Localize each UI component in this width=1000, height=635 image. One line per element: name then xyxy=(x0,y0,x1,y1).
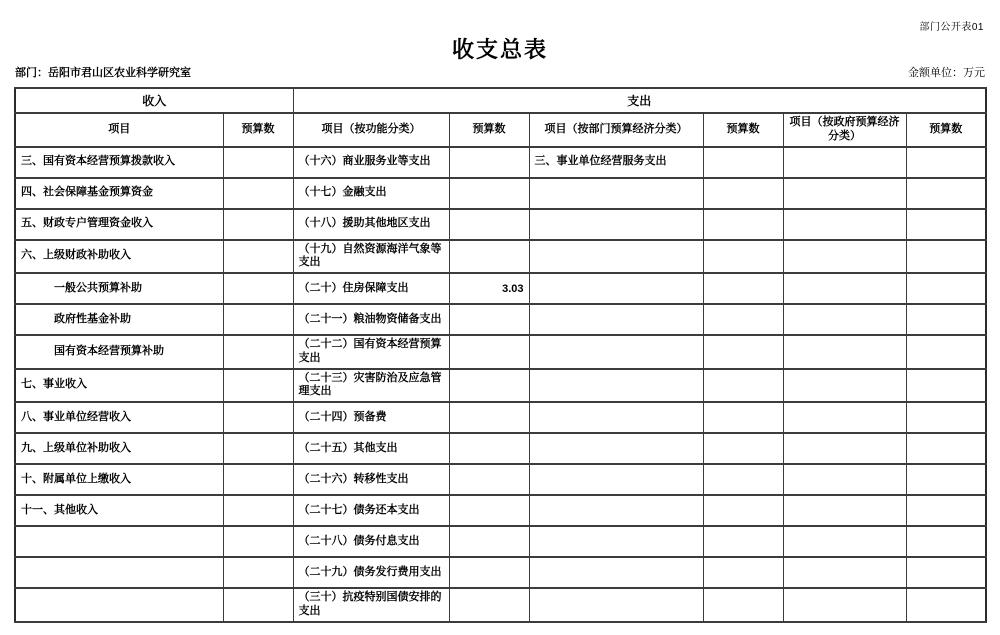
income-budget-cell xyxy=(223,209,293,240)
function-budget-cell xyxy=(449,209,529,240)
government-econ-item-cell xyxy=(783,240,906,274)
government-econ-budget-cell xyxy=(906,335,986,369)
column-header-department-econ-budget: 预算数 xyxy=(703,113,783,147)
column-header-function-item: 项目（按功能分类） xyxy=(293,113,449,147)
income-budget-cell xyxy=(223,526,293,557)
function-budget-cell xyxy=(449,557,529,588)
function-item-cell: （十九）自然资源海洋气象等支出 xyxy=(293,240,449,274)
department-econ-item-cell xyxy=(529,304,703,335)
function-item-cell: （二十五）其他支出 xyxy=(293,433,449,464)
government-econ-budget-cell xyxy=(906,369,986,403)
table-row xyxy=(15,209,986,240)
function-item-cell: （二十六）转移性支出 xyxy=(293,464,449,495)
government-econ-item-cell xyxy=(783,402,906,433)
table-row xyxy=(15,557,986,588)
table-body xyxy=(15,147,986,622)
income-item-cell: 七、事业收入 xyxy=(15,369,223,403)
function-budget-cell xyxy=(449,178,529,209)
government-econ-budget-cell xyxy=(906,273,986,304)
department-econ-item-cell xyxy=(529,178,703,209)
income-item-cell: 四、社会保障基金预算资金 xyxy=(15,178,223,209)
function-item-cell: （二十二）国有资本经营预算支出 xyxy=(293,335,449,369)
function-budget-cell xyxy=(449,304,529,335)
income-budget-cell xyxy=(223,369,293,403)
function-budget-cell xyxy=(449,433,529,464)
department-econ-budget-cell xyxy=(703,209,783,240)
function-budget-cell xyxy=(449,526,529,557)
government-econ-budget-cell xyxy=(906,178,986,209)
function-item-cell: （十八）援助其他地区支出 xyxy=(293,209,449,240)
department-econ-item-cell xyxy=(529,433,703,464)
column-header-row xyxy=(15,113,986,147)
table-row xyxy=(15,464,986,495)
table-row xyxy=(15,526,986,557)
income-item-cell: 五、财政专户管理资金收入 xyxy=(15,209,223,240)
function-budget-cell xyxy=(449,588,529,622)
department-econ-item-cell xyxy=(529,369,703,403)
income-item-cell: 十一、其他收入 xyxy=(15,495,223,526)
government-econ-budget-cell xyxy=(906,209,986,240)
table-row xyxy=(15,369,986,403)
table-row xyxy=(15,147,986,178)
group-header-row xyxy=(15,88,986,113)
income-budget-cell xyxy=(223,273,293,304)
income-item-cell: 一般公共预算补助 xyxy=(15,273,223,304)
government-econ-budget-cell xyxy=(906,526,986,557)
function-item-cell: （二十三）灾害防治及应急管理支出 xyxy=(293,369,449,403)
government-econ-item-cell xyxy=(783,335,906,369)
function-item-cell: （二十八）债务付息支出 xyxy=(293,526,449,557)
expenditure-group-header: 支出 xyxy=(293,88,986,113)
income-budget-cell xyxy=(223,304,293,335)
income-budget-cell xyxy=(223,464,293,495)
table-row xyxy=(15,335,986,369)
function-item-cell: （二十一）粮油物资储备支出 xyxy=(293,304,449,335)
function-item-cell: （二十四）预备费 xyxy=(293,402,449,433)
government-econ-budget-cell xyxy=(906,304,986,335)
table-head xyxy=(15,88,986,147)
department-econ-budget-cell xyxy=(703,147,783,178)
income-budget-cell xyxy=(223,588,293,622)
government-econ-budget-cell xyxy=(906,464,986,495)
income-item-cell: 国有资本经营预算补助 xyxy=(15,335,223,369)
department-econ-budget-cell xyxy=(703,433,783,464)
function-item-cell: （二十）住房保障支出 xyxy=(293,273,449,304)
government-econ-item-cell xyxy=(783,557,906,588)
government-econ-item-cell xyxy=(783,526,906,557)
function-budget-cell: 3.03 xyxy=(449,273,529,304)
meta-row xyxy=(15,64,985,80)
income-budget-cell xyxy=(223,402,293,433)
income-item-cell: 三、国有资本经营预算拨款收入 xyxy=(15,147,223,178)
government-econ-item-cell xyxy=(783,433,906,464)
government-econ-item-cell xyxy=(783,369,906,403)
department-econ-budget-cell xyxy=(703,178,783,209)
government-econ-budget-cell xyxy=(906,433,986,464)
function-item-cell: （十七）金融支出 xyxy=(293,178,449,209)
department-econ-budget-cell xyxy=(703,402,783,433)
column-header-department-econ-item: 项目（按部门预算经济分类） xyxy=(529,113,703,147)
form-code-label: 部门公开表01 xyxy=(919,22,984,33)
income-budget-cell xyxy=(223,495,293,526)
table-row xyxy=(15,273,986,304)
government-econ-budget-cell xyxy=(906,402,986,433)
department-econ-item-cell xyxy=(529,526,703,557)
table-row xyxy=(15,304,986,335)
income-budget-cell xyxy=(223,433,293,464)
income-item-cell: 政府性基金补助 xyxy=(15,304,223,335)
function-item-cell: （二十九）债务发行费用支出 xyxy=(293,557,449,588)
income-item-cell xyxy=(15,526,223,557)
department-econ-budget-cell xyxy=(703,240,783,274)
government-econ-item-cell xyxy=(783,178,906,209)
department-econ-item-cell xyxy=(529,273,703,304)
column-header-government-econ-budget: 预算数 xyxy=(906,113,986,147)
table-row xyxy=(15,433,986,464)
department-econ-item-cell xyxy=(529,209,703,240)
table-row xyxy=(15,178,986,209)
government-econ-budget-cell xyxy=(906,495,986,526)
government-econ-item-cell xyxy=(783,209,906,240)
column-header-income-item: 项目 xyxy=(15,113,223,147)
government-econ-item-cell xyxy=(783,147,906,178)
department-econ-budget-cell xyxy=(703,273,783,304)
department-econ-budget-cell xyxy=(703,369,783,403)
function-item-cell: （十六）商业服务业等支出 xyxy=(293,147,449,178)
income-item-cell xyxy=(15,557,223,588)
unit-label: 金额单位：万元 xyxy=(908,67,985,79)
department-econ-budget-cell xyxy=(703,557,783,588)
department-econ-item-cell xyxy=(529,588,703,622)
income-budget-cell xyxy=(223,335,293,369)
department-label: 部门：岳阳市君山区农业科学研究室 xyxy=(15,67,191,79)
summary-table xyxy=(14,87,987,623)
income-budget-cell xyxy=(223,240,293,274)
department-econ-item-cell xyxy=(529,402,703,433)
government-econ-item-cell xyxy=(783,304,906,335)
table-row xyxy=(15,402,986,433)
department-econ-item-cell xyxy=(529,335,703,369)
department-econ-item-cell: 三、事业单位经营服务支出 xyxy=(529,147,703,178)
income-budget-cell xyxy=(223,178,293,209)
function-budget-cell xyxy=(449,464,529,495)
function-budget-cell xyxy=(449,495,529,526)
department-econ-item-cell xyxy=(529,464,703,495)
income-budget-cell xyxy=(223,147,293,178)
function-item-cell: （二十七）债务还本支出 xyxy=(293,495,449,526)
income-item-cell: 九、上级单位补助收入 xyxy=(15,433,223,464)
income-item-cell: 八、事业单位经营收入 xyxy=(15,402,223,433)
government-econ-item-cell xyxy=(783,588,906,622)
department-econ-budget-cell xyxy=(703,335,783,369)
government-econ-budget-cell xyxy=(906,147,986,178)
department-econ-budget-cell xyxy=(703,464,783,495)
income-item-cell: 六、上级财政补助收入 xyxy=(15,240,223,274)
function-item-cell: （三十）抗疫特别国债安排的支出 xyxy=(293,588,449,622)
column-header-function-budget: 预算数 xyxy=(449,113,529,147)
government-econ-budget-cell xyxy=(906,240,986,274)
department-econ-item-cell xyxy=(529,557,703,588)
department-econ-budget-cell xyxy=(703,495,783,526)
table-row xyxy=(15,588,986,622)
department-econ-item-cell xyxy=(529,240,703,274)
function-budget-cell xyxy=(449,402,529,433)
page-title: 收支总表 xyxy=(451,37,548,62)
income-item-cell: 十、附属单位上缴收入 xyxy=(15,464,223,495)
government-econ-budget-cell xyxy=(906,557,986,588)
column-header-income-budget: 预算数 xyxy=(223,113,293,147)
function-budget-cell xyxy=(449,369,529,403)
government-econ-item-cell xyxy=(783,464,906,495)
function-budget-cell xyxy=(449,147,529,178)
function-budget-cell xyxy=(449,335,529,369)
column-header-government-econ-item: 项目（按政府预算经济分类） xyxy=(783,113,906,147)
table-row xyxy=(15,495,986,526)
function-budget-cell xyxy=(449,240,529,274)
income-group-header: 收入 xyxy=(15,88,293,113)
income-item-cell xyxy=(15,588,223,622)
department-econ-budget-cell xyxy=(703,304,783,335)
government-econ-item-cell xyxy=(783,273,906,304)
table-row xyxy=(15,240,986,274)
department-econ-budget-cell xyxy=(703,526,783,557)
government-econ-budget-cell xyxy=(906,588,986,622)
government-econ-item-cell xyxy=(783,495,906,526)
department-econ-budget-cell xyxy=(703,588,783,622)
department-econ-item-cell xyxy=(529,495,703,526)
income-budget-cell xyxy=(223,557,293,588)
